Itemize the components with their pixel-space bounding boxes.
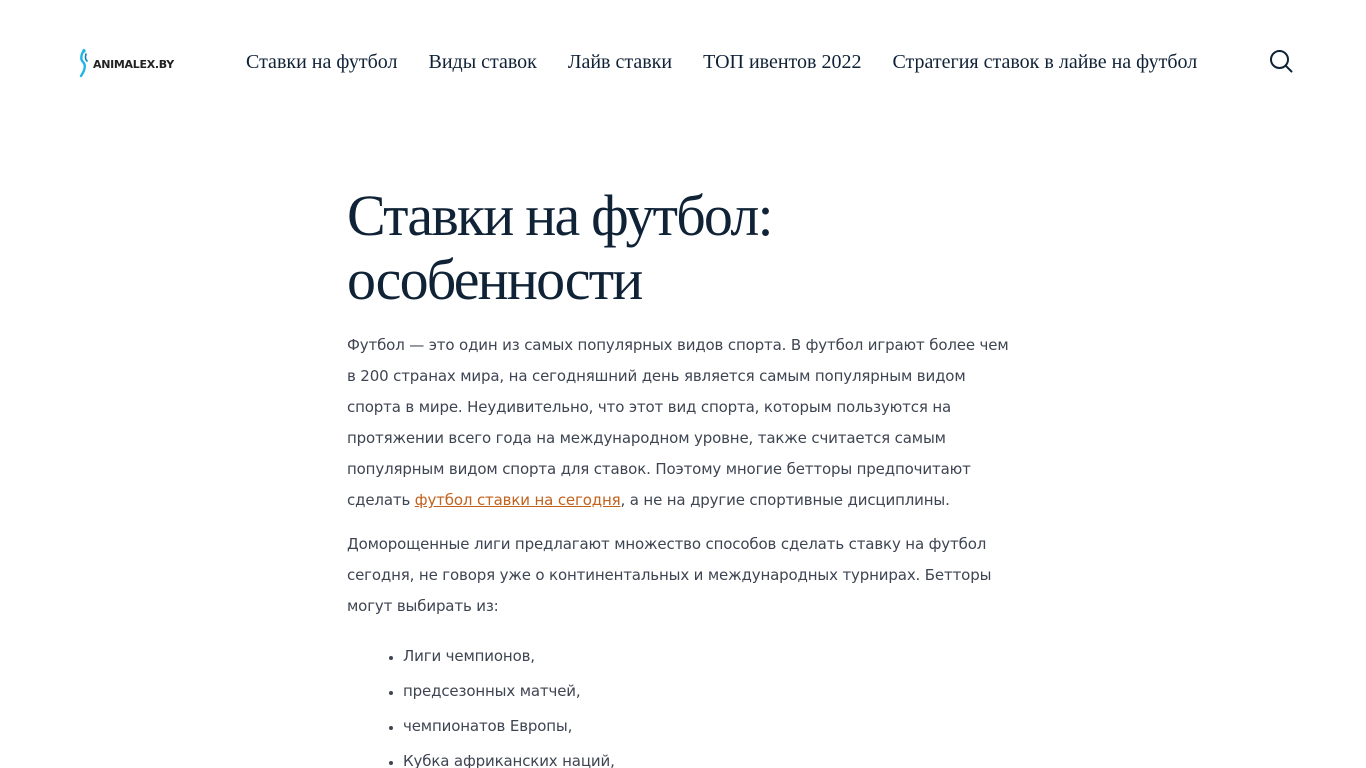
nav-item-live-strategy[interactable]: Стратегия ставок в лайве на футбол [892,50,1198,73]
search-icon [1267,47,1295,75]
page-title: Ставки на футбол: особенности [347,183,772,312]
entry-content [347,330,1019,768]
logo-mark-icon [75,48,91,78]
tournament-list [347,639,1019,768]
list-item: • Лиги чемпионов, [403,639,1019,674]
paragraph-intro-text: Футбол — это один из самых популярных видов спорта. В футбол играют более чем в 200 странах мира, на сегодняшний день является самым популярным видом спорта в мире. Неудивительно, что этот вид спорта, которым пользуются на протяжении всего года на международном уровне, также считается самым популярным видом спорта для ставок. Поэтому многие бетторы предпочитают сделать [347,336,1009,509]
logo-text: ANIMALEX.BY [93,57,174,71]
list-item: • предсезонных матчей, [403,674,1019,709]
list-item: • чемпионатов Европы, [403,709,1019,744]
main-nav [246,48,1197,76]
paragraph-intro [347,330,1019,516]
nav-item-top-events[interactable]: ТОП ивентов 2022 [703,50,862,73]
site-header [0,0,1366,124]
site-logo[interactable] [75,48,174,78]
article [347,184,1019,768]
paragraph-intro-tail: , а не на другие спортивные дисциплины. [620,491,950,509]
nav-item-live-bets[interactable]: Лайв ставки [567,50,673,73]
football-bets-today-link[interactable]: футбол ставки на сегодня [414,491,621,509]
nav-item-football-bets[interactable]: Ставки на футбол [246,50,398,73]
paragraph-leagues: Доморощенные лиги предлагают множество способов сделать ставку на футбол сегодня, не говоря уже о континентальных и международных турнирах. Бетторы могут выбирать из: [347,535,992,615]
nav-item-bet-types[interactable]: Виды ставок [428,50,537,73]
search-button[interactable] [1267,47,1295,75]
list-item: • Кубка африканских наций, [403,744,1019,768]
